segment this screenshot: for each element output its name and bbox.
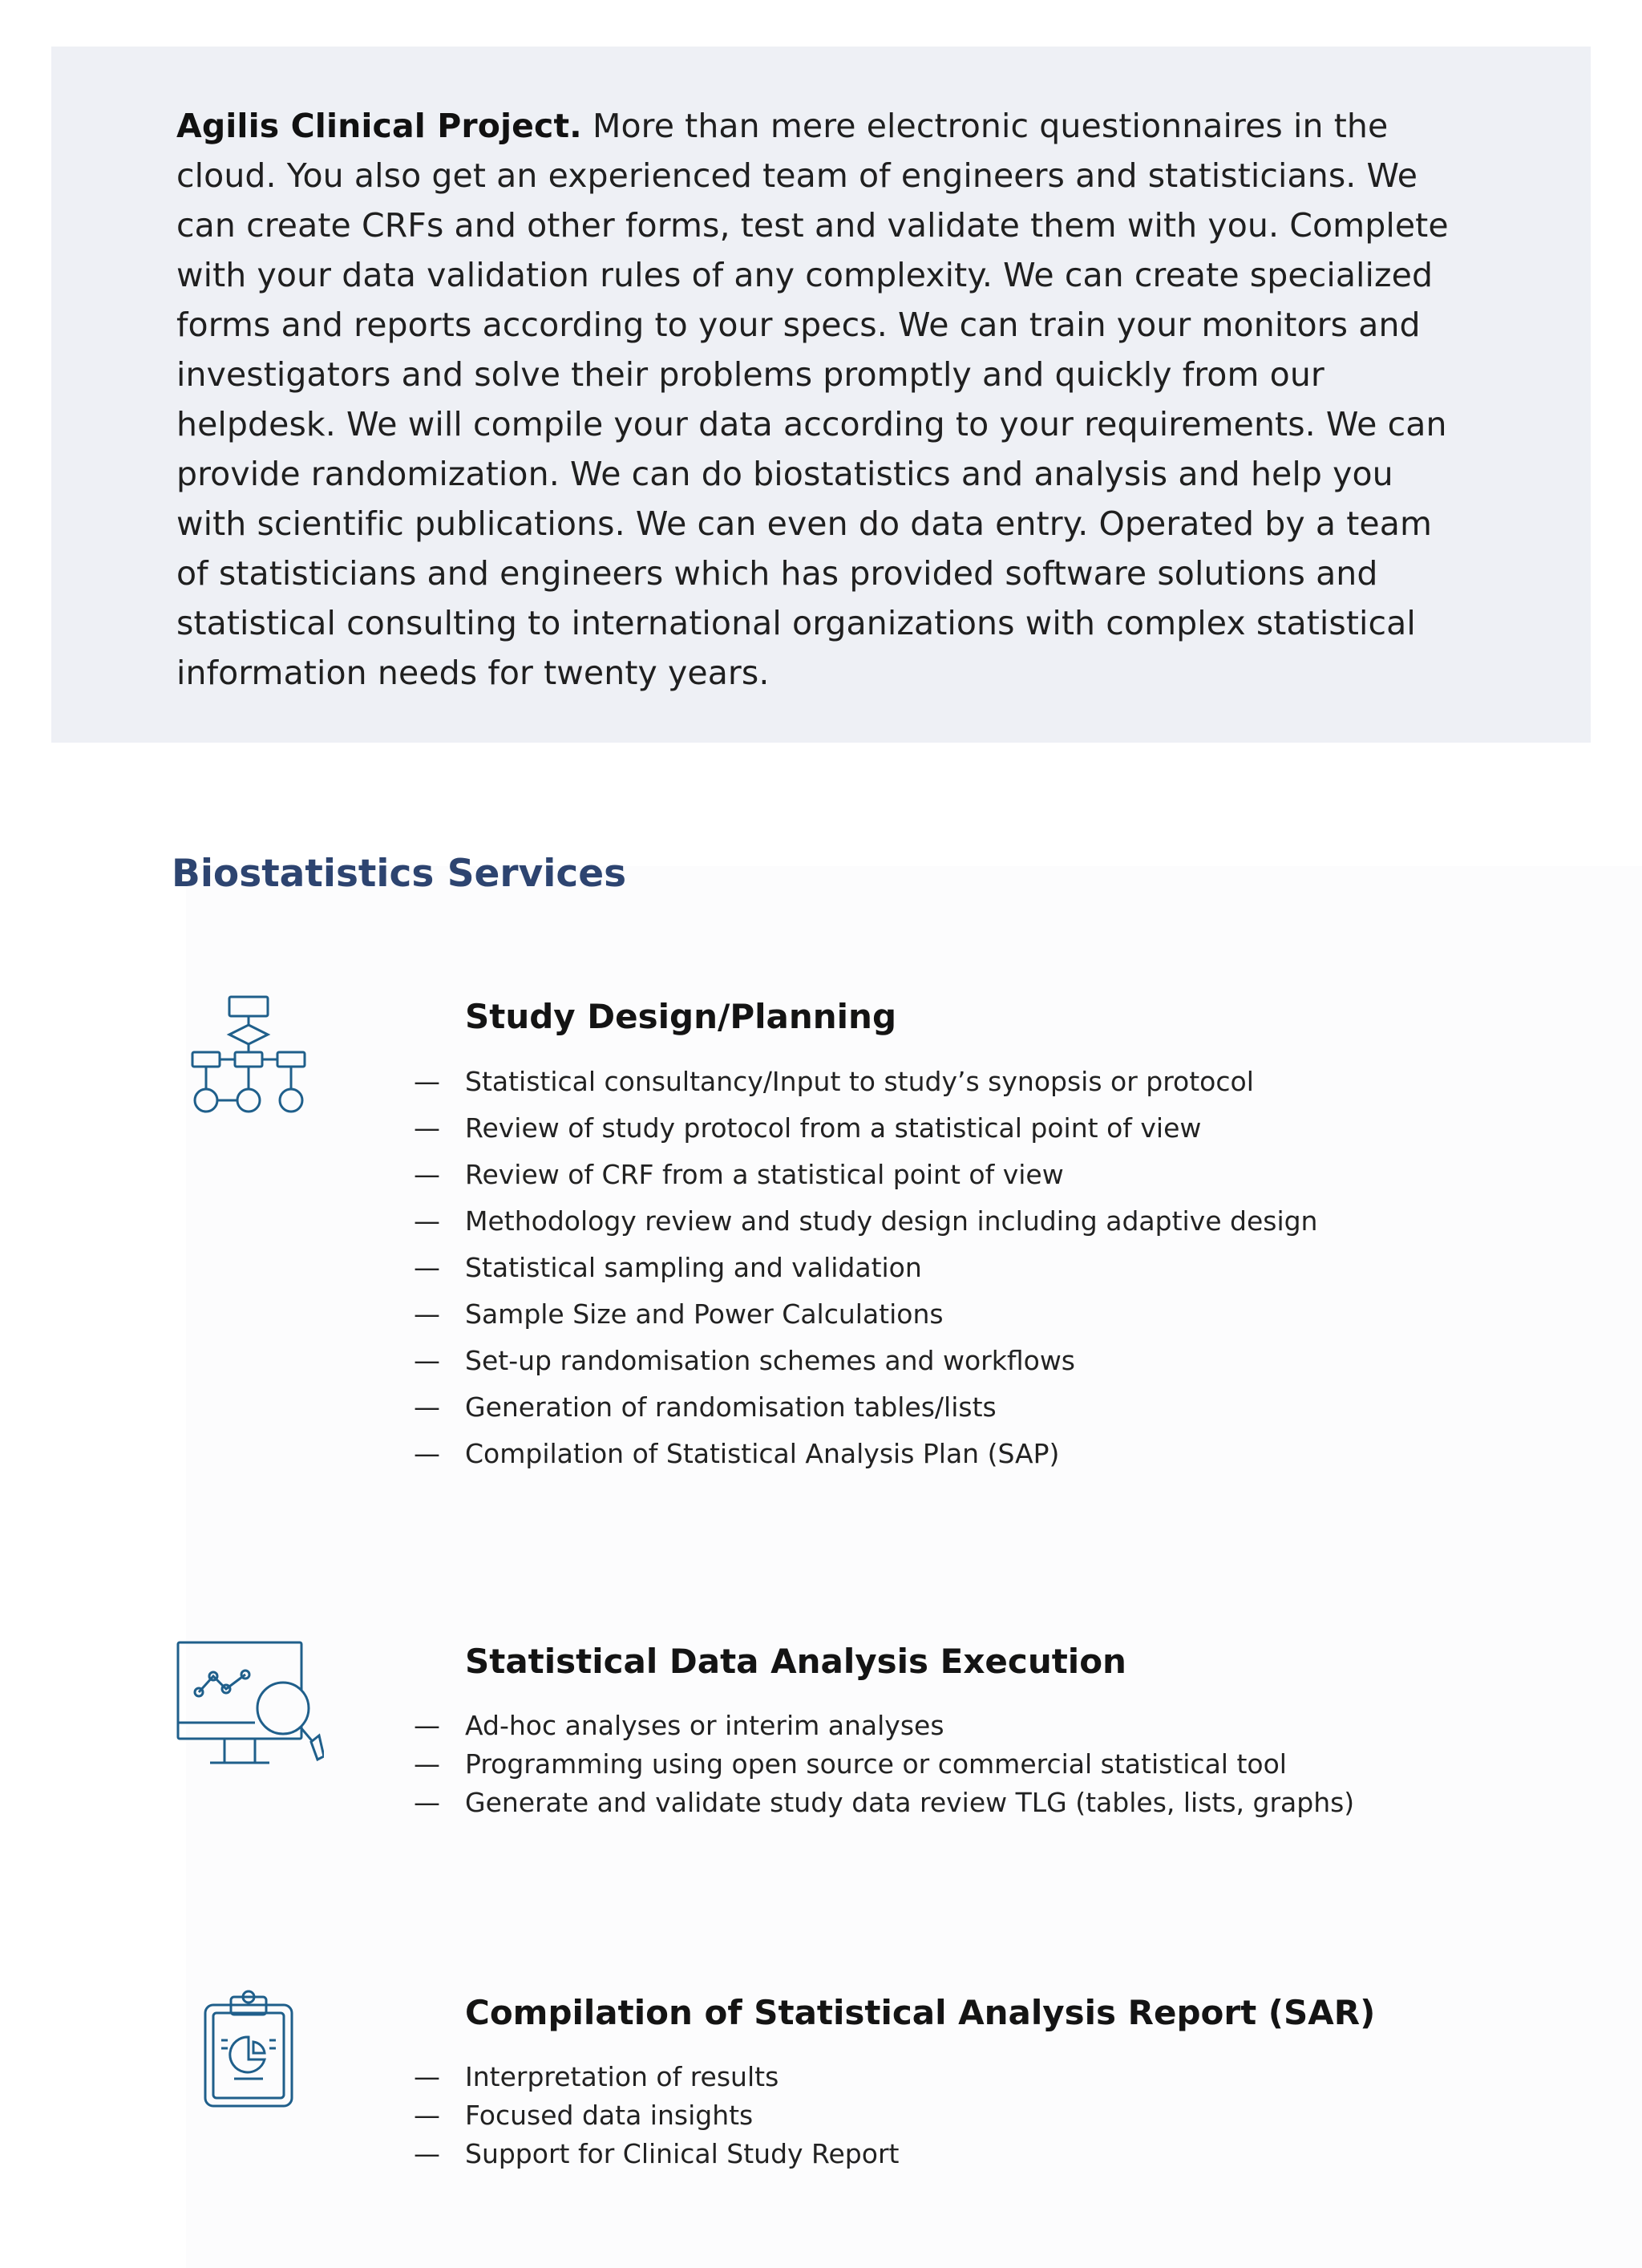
section-list: [414, 1059, 1317, 1477]
flowchart-icon: [189, 993, 308, 1116]
list-item: [414, 1152, 1317, 1198]
intro-bold-lead: Agilis Clinical Project.: [176, 107, 582, 145]
list-item-text: Support for Clinical Study Report: [465, 2138, 900, 2169]
list-item-text: Sample Size and Power Calculations: [465, 1298, 944, 1330]
dash-marker: —: [414, 2100, 440, 2131]
intro-text: More than mere electronic questionnaires in the cloud. You also get an experienced team of engineers and statisticians. We can create CRFs and other forms, test and validate them with you. Complete with your data validation rules of any complexity. We can create specialized forms and reports according to your specs. We can train your monitors and investigators and solve their problems promptly and quickly from our helpdesk. We will compile your data according to your requirements. We can provide randomization. We can do biostatistics and analysis and help you with scientific publications. We can even do data entry. Operated by a team of statisticians and engineers which has provided software solutions and statistical consulting to international organizations with complex statistical information needs for twenty years.: [176, 107, 1449, 692]
list-item-text: Set-up randomisation schemes and workflows: [465, 1345, 1075, 1376]
dash-marker: —: [414, 2138, 440, 2169]
dash-marker: —: [414, 1066, 440, 1097]
monitor-analysis-icon: [175, 1639, 324, 1772]
dash-marker: —: [414, 1159, 440, 1190]
section-list: [414, 1707, 1354, 1822]
list-item-text: Generation of randomisation tables/lists: [465, 1391, 997, 1423]
dash-marker: —: [414, 1252, 440, 1283]
page-heading: Biostatistics Services: [172, 852, 627, 896]
list-item: [414, 2058, 899, 2096]
intro-paragraph: [176, 101, 1470, 698]
intro-panel: [51, 47, 1591, 743]
list-item: [414, 1784, 1354, 1822]
list-item: [414, 1745, 1354, 1784]
dash-marker: —: [414, 1748, 440, 1780]
list-item: [414, 2096, 899, 2135]
list-item-text: Methodology review and study design including adaptive design: [465, 1205, 1318, 1237]
list-item-text: Review of study protocol from a statistical point of view: [465, 1112, 1202, 1144]
section-title: Compilation of Statistical Analysis Report (SAR): [465, 1993, 1376, 2032]
dash-marker: —: [414, 1345, 440, 1376]
list-item: [414, 2135, 899, 2173]
dash-marker: —: [414, 1787, 440, 1818]
dash-marker: —: [414, 1112, 440, 1144]
list-item: [414, 1431, 1317, 1477]
section-list: [414, 2058, 899, 2173]
list-item-text: Generate and validate study data review TLG (tables, lists, graphs): [465, 1787, 1355, 1818]
clipboard-report-icon: [202, 1989, 295, 2112]
list-item: [414, 1059, 1317, 1105]
list-item-text: Interpretation of results: [465, 2061, 779, 2092]
list-item-text: Compilation of Statistical Analysis Plan (SAP): [465, 1438, 1060, 1469]
section-title: Statistical Data Analysis Execution: [465, 1642, 1126, 1681]
list-item: [414, 1707, 1354, 1745]
dash-marker: —: [414, 1391, 440, 1423]
list-item: [414, 1384, 1317, 1431]
list-item-text: Programming using open source or commercial statistical tool: [465, 1748, 1287, 1780]
list-item: [414, 1338, 1317, 1384]
list-item-text: Review of CRF from a statistical point of view: [465, 1159, 1064, 1190]
list-item: [414, 1105, 1317, 1152]
dash-marker: —: [414, 1438, 440, 1469]
dash-marker: —: [414, 1710, 440, 1741]
list-item-text: Statistical consultancy/Input to study’s synopsis or protocol: [465, 1066, 1254, 1097]
dash-marker: —: [414, 1298, 440, 1330]
list-item-text: Ad-hoc analyses or interim analyses: [465, 1710, 944, 1741]
list-item: [414, 1245, 1317, 1291]
list-item: [414, 1198, 1317, 1245]
dash-marker: —: [414, 1205, 440, 1237]
list-item-text: Statistical sampling and validation: [465, 1252, 922, 1283]
list-item: [414, 1291, 1317, 1338]
list-item-text: Focused data insights: [465, 2100, 754, 2131]
dash-marker: —: [414, 2061, 440, 2092]
section-title: Study Design/Planning: [465, 997, 897, 1036]
